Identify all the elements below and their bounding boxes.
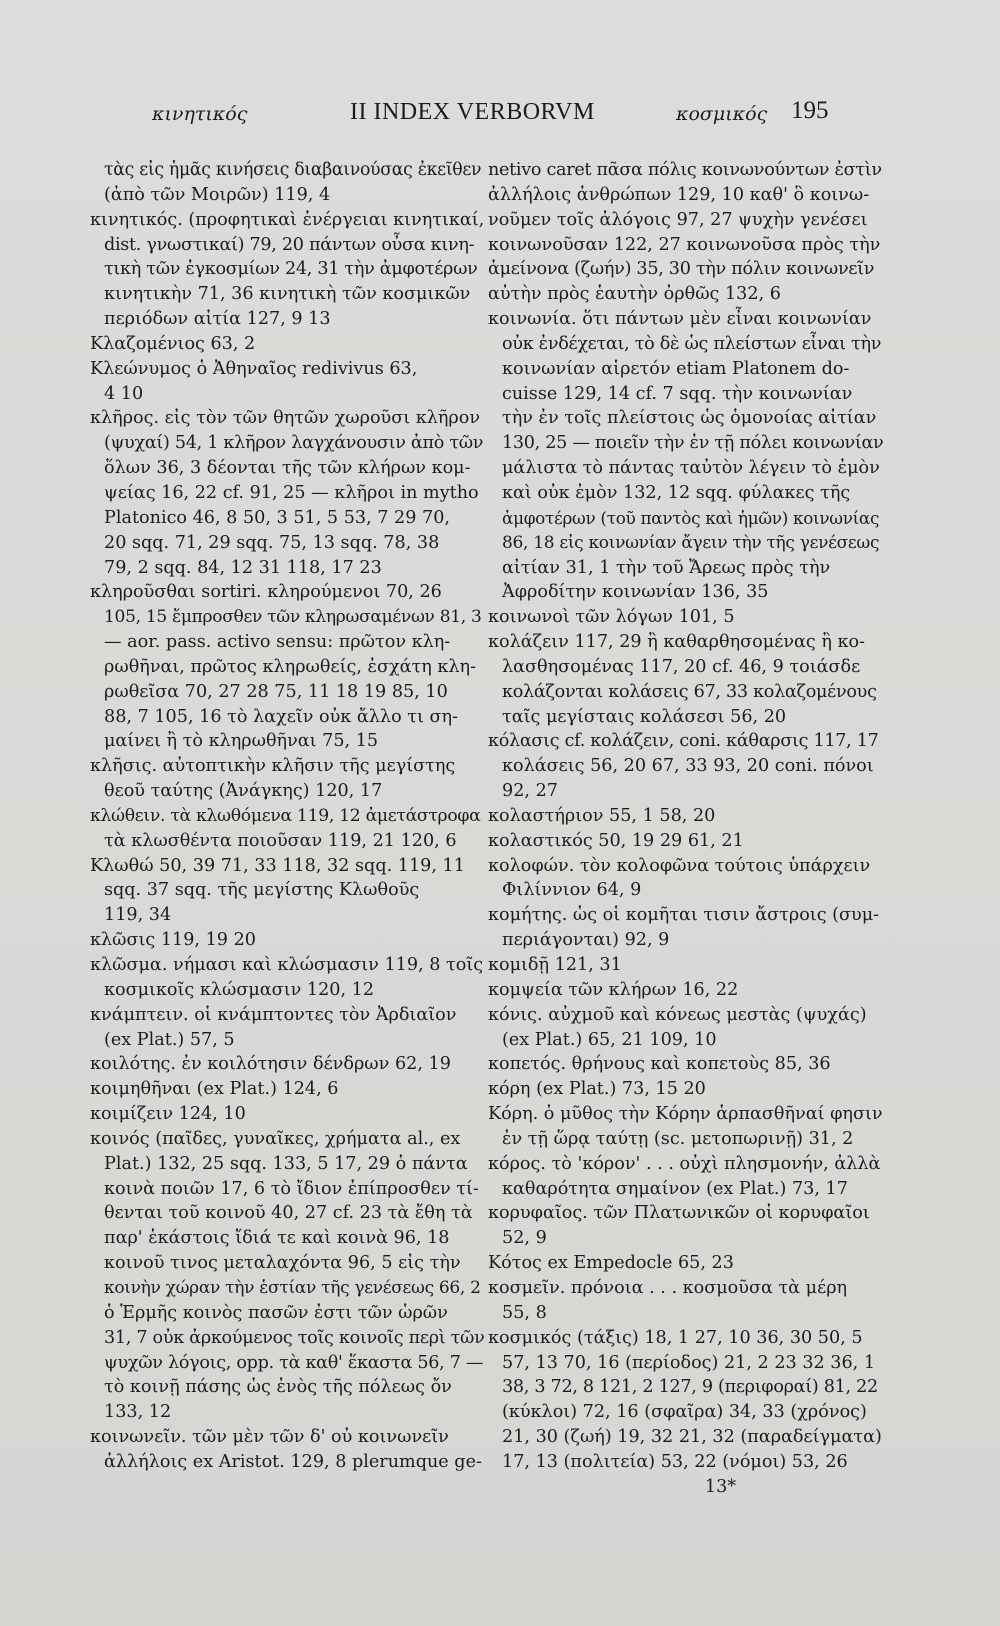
left-column-line: κλῶσις 119, 19 20 bbox=[90, 930, 256, 951]
right-column-line: κοσμεῖν. πρόνοια . . . κοσμοῦσα τὰ μέρη bbox=[488, 1277, 848, 1298]
right-column-line: ἀλλήλοις ἀνθρώπων 129, 10 καθ' ὃ κοινω- bbox=[488, 184, 870, 205]
right-column-line: 130, 25 — ποιεῖν τὴν ἐν τῇ πόλει κοινωνίαν bbox=[502, 433, 884, 454]
left-column-line: θενται τοῦ κοινοῦ 40, 27 cf. 23 τὰ ἔθη τὰ bbox=[104, 1203, 473, 1224]
left-column-line: ψυχῶν λόγοις, opp. τὰ καθ' ἕκαστα 56, 7 — bbox=[104, 1352, 484, 1373]
right-column-line: κόρη (ex Plat.) 73, 15 20 bbox=[488, 1079, 706, 1100]
left-column-line: κινητικός. (προφητικαὶ ἐνέργειαι κινητικαί, bbox=[90, 209, 485, 230]
left-column-line: τικὴ τῶν ἐγκοσμίων 24, 31 τὴν ἀμφοτέρων bbox=[104, 259, 478, 280]
right-column-line: κομήτης. ὡς οἱ κομῆται τισιν ἄστροις (συμ- bbox=[488, 905, 880, 926]
right-column-line: 21, 30 (ζωή) 19, 32 21, 32 (παραδείγματα) bbox=[502, 1427, 882, 1448]
left-column-line: μαίνει ἢ τὸ κληρωθῆναι 75, 15 bbox=[104, 731, 379, 752]
right-column bbox=[488, 158, 883, 1500]
right-column-line: κόλασις cf. κολάζειν, coni. κάθαρσις 117, 17 bbox=[488, 731, 879, 752]
right-column-line: κοσμικός (τάξις) 18, 1 27, 10 36, 30 50, 5 bbox=[488, 1327, 863, 1348]
left-column-line: κλῶσμα. νήμασι καὶ κλώσμασιν 119, 8 τοῖς bbox=[90, 955, 484, 975]
left-column-line: sqq. 37 sqq. τῆς μεγίστης Κλωθοῦς bbox=[104, 880, 420, 901]
left-column-line: (ψυχαί) 54, 1 κλῆρον λαγχάνουσιν ἀπὸ τῶν bbox=[104, 433, 484, 454]
left-column-line: τὰς εἰς ἡμᾶς κινήσεις διαβαινούσας ἐκεῖθεν bbox=[104, 160, 482, 180]
right-column-line: ἐν τῇ ὥρᾳ ταύτῃ (sc. μετοπωρινῇ) 31, 2 bbox=[502, 1128, 854, 1149]
left-column-line: ὅλων 36, 3 δέονται τῆς τῶν κλήρων κομ- bbox=[104, 458, 471, 479]
left-column-line: τὸ κοινῇ πάσης ὡς ἑνὸς τῆς πόλεως ὄν bbox=[104, 1377, 452, 1398]
running-title: II INDEX VERBORVM bbox=[350, 99, 595, 125]
left-column-line: 31, 7 οὐκ ἀρκούμενος τοῖς κοινοῖς περὶ τῶν bbox=[104, 1327, 485, 1348]
right-column-line: κολάζειν 117, 29 ἢ καθαρθησομένας ἢ κο- bbox=[488, 632, 866, 653]
left-column-line: περιόδων αἰτία 127, 9 13 bbox=[104, 309, 331, 330]
right-column-line: κομψεία τῶν κλήρων 16, 22 bbox=[488, 979, 739, 1000]
right-column-line: 13* bbox=[704, 1476, 737, 1497]
left-column-line: 4 10 bbox=[104, 383, 144, 404]
right-column-line: Φιλίννιον 64, 9 bbox=[502, 880, 642, 901]
left-column bbox=[90, 158, 485, 1475]
right-column-line: κολοφών. τὸν κολοφῶνα τούτοις ὑπάρχειν bbox=[488, 855, 871, 876]
left-column-line: κλῆσις. αὐτοπτικὴν κλῆσιν τῆς μεγίστης bbox=[90, 756, 456, 777]
page-header bbox=[0, 95, 1000, 135]
right-column-line: 57, 13 70, 16 (περίοδος) 21, 2 23 32 36, 1 bbox=[502, 1352, 876, 1373]
left-column-line: κλώθειν. τὰ κλωθόμενα 119, 12 ἀμετάστροφα bbox=[90, 805, 481, 826]
left-column-line: 133, 12 bbox=[104, 1402, 172, 1423]
right-column-line: κομιδῇ 121, 31 bbox=[488, 955, 622, 975]
left-column-line: (ex Plat.) 57, 5 bbox=[104, 1029, 235, 1050]
left-column-line: Plat.) 132, 25 sqq. 133, 5 17, 29 ὁ πάντα bbox=[104, 1153, 468, 1174]
right-column-line: καὶ οὐκ ἐμὸν 132, 12 sqq. φύλακες τῆς bbox=[502, 482, 851, 503]
right-column-line: κολαστήριον 55, 1 58, 20 bbox=[488, 805, 716, 826]
right-column-line: κόρος. τὸ 'κόρον' . . . οὐχὶ πλησμονήν, ἀλλὰ bbox=[488, 1153, 881, 1174]
left-column-line: 119, 34 bbox=[104, 905, 172, 926]
right-column-line: κοινωνία. ὅτι πάντων μὲν εἶναι κοινωνίαν bbox=[488, 309, 872, 330]
right-column-line: κοπετός. θρήνους καὶ κοπετοὺς 85, 36 bbox=[488, 1054, 831, 1075]
left-column-line: κοιλότης. ἐν κοιλότησιν δένδρων 62, 19 bbox=[90, 1054, 451, 1075]
right-column-line: 38, 3 72, 8 121, 2 127, 9 (περιφοραί) 81, 22 bbox=[502, 1377, 878, 1398]
right-column-line: λασθησομένας 117, 20 cf. 46, 9 τοιάσδε bbox=[502, 656, 861, 677]
right-column-line: καθαρότητα σημαίνον (ex Plat.) 73, 17 bbox=[502, 1178, 848, 1199]
left-column-line: ἀλλήλοις ex Aristot. 129, 8 plerumque ge- bbox=[104, 1451, 482, 1472]
left-column-line: ψείας 16, 22 cf. 91, 25 — κλῆροι in mytho bbox=[104, 482, 479, 503]
left-column-line: 88, 7 105, 16 τὸ λαχεῖν οὐκ ἄλλο τι ση- bbox=[104, 706, 458, 727]
right-column-line: κοινωνίαν αἱρετόν etiam Platonem do- bbox=[502, 358, 850, 379]
left-column-line: κοινός (παῖδες, γυναῖκες, χρήματα al., ex bbox=[90, 1128, 461, 1149]
left-column-line: κοινὰ ποιῶν 17, 6 τὸ ἴδιον ἐπίπροσθεν τί- bbox=[104, 1178, 479, 1199]
right-column-line: κόνις. αὐχμοῦ καὶ κόνεως μεστὰς (ψυχάς) bbox=[488, 1004, 867, 1025]
left-column-line: κινητικὴν 71, 36 κινητικὴ τῶν κοσμικῶν bbox=[104, 284, 471, 305]
right-column-line: ἀμφοτέρων (τοῦ παντὸς καὶ ἡμῶν) κοινωνίας bbox=[502, 507, 880, 528]
left-column-line: θεοῦ ταύτης (Ἀνάγκης) 120, 17 bbox=[104, 781, 383, 802]
left-column-line: Platonico 46, 8 50, 3 51, 5 53, 7 29 70, bbox=[104, 507, 451, 528]
left-column-line: Κλαζομένιος 63, 2 bbox=[90, 333, 256, 354]
left-column-line: ὁ Ἑρμῆς κοινὸς πασῶν ἐστι τῶν ὡρῶν bbox=[104, 1302, 448, 1323]
right-column-line: 86, 18 εἰς κοινωνίαν ἄγειν τὴν τῆς γενέσεως bbox=[502, 532, 880, 553]
right-column-line: μάλιστα τὸ πάντας ταὐτὸν λέγειν τὸ ἐμὸν bbox=[502, 458, 880, 479]
left-column-line: κληροῦσθαι sortiri. κληρούμενοι 70, 26 bbox=[90, 582, 442, 603]
left-column-line: κνάμπτειν. οἱ κνάμπτοντες τὸν Ἀρδιαῖον bbox=[90, 1004, 457, 1025]
running-head-right: κοσμικός bbox=[676, 103, 768, 125]
right-column-line: κολάσεις 56, 20 67, 33 93, 20 coni. πόνοι bbox=[502, 756, 874, 777]
right-column-line: κολαστικός 50, 19 29 61, 21 bbox=[488, 830, 744, 851]
left-column-line: κοινὴν χώραν τὴν ἑστίαν τῆς γενέσεως 66, 2 bbox=[104, 1277, 481, 1298]
left-column-line: τὰ κλωσθέντα ποιοῦσαν 119, 21 120, 6 bbox=[104, 830, 457, 851]
page-number: 195 bbox=[791, 97, 829, 124]
left-column-line: κοινωνεῖν. τῶν μὲν τῶν δ' οὐ κοινωνεῖν bbox=[90, 1427, 449, 1448]
right-column-line: αἰτίαν 31, 1 τὴν τοῦ Ἄρεως πρὸς τὴν bbox=[502, 557, 831, 578]
left-column-line: 20 sqq. 71, 29 sqq. 75, 13 sqq. 78, 38 bbox=[104, 532, 440, 553]
left-column-line: κλῆρος. εἰς τὸν τῶν θητῶν χωροῦσι κλῆρον bbox=[90, 408, 481, 429]
right-column-line: αὐτὴν πρὸς ἑαυτὴν ὀρθῶς 132, 6 bbox=[488, 284, 781, 305]
right-column-line: ἀμείνονα (ζωήν) 35, 30 τὴν πόλιν κοινωνεῖν bbox=[488, 259, 875, 280]
right-column-line: κολάζονται κολάσεις 67, 33 κολαζομένους bbox=[502, 681, 877, 702]
right-column-line: οὐκ ἐνδέχεται, τὸ δὲ ὡς πλείστων εἶναι τὴν bbox=[502, 333, 882, 354]
right-column-line: (ex Plat.) 65, 21 109, 10 bbox=[502, 1029, 717, 1050]
right-column-line: Ἀφροδίτην κοινωνίαν 136, 35 bbox=[502, 582, 769, 603]
right-column-line: 55, 8 bbox=[502, 1302, 547, 1323]
left-column-line: Κλεώνυμος ὁ Ἀθηναῖος redivivus 63, bbox=[90, 358, 418, 379]
right-column-line: 52, 9 bbox=[502, 1228, 547, 1249]
right-column-line: ταῖς μεγίσταις κολάσεσι 56, 20 bbox=[502, 706, 787, 727]
right-column-line: κοινωνοῦσαν 122, 27 κοινωνοῦσα πρὸς τὴν bbox=[488, 234, 881, 255]
left-column-line: ρωθῆναι, πρῶτος κληρωθείς, ἐσχάτη κλη- bbox=[104, 656, 477, 677]
right-column-line: netivo caret πᾶσα πόλις κοινωνούντων ἐστὶν bbox=[488, 160, 882, 180]
left-column-line: 79, 2 sqq. 84, 12 31 118, 17 23 bbox=[104, 557, 382, 578]
left-column-line: dist. γνωστικαί) 79, 20 πάντων οὖσα κινη- bbox=[104, 234, 475, 255]
right-column-line: κορυφαῖος. τῶν Πλατωνικῶν οἱ κορυφαῖοι bbox=[488, 1203, 870, 1224]
right-column-line: Κόρη. ὁ μῦθος τὴν Κόρην ἁρπασθῆναί φησιν bbox=[488, 1104, 883, 1125]
right-column-line: 17, 13 (πολιτεία) 53, 22 (νόμοι) 53, 26 bbox=[502, 1451, 848, 1472]
left-column-line: παρ' ἑκάστοις ἴδιά τε καὶ κοινὰ 96, 18 bbox=[104, 1228, 450, 1249]
right-column-line: κοινωνοὶ τῶν λόγων 101, 5 bbox=[488, 607, 735, 628]
left-column-line: 105, 15 ἔμπροσθεν τῶν κληρωσαμένων 81, 3 bbox=[104, 607, 482, 628]
right-column-line: (κύκλοι) 72, 16 (σφαῖρα) 34, 33 (χρόνος) bbox=[502, 1402, 867, 1423]
right-column-line: 92, 27 bbox=[502, 781, 558, 802]
right-column-line: Κότος ex Empedocle 65, 23 bbox=[488, 1253, 734, 1274]
left-column-line: κοιμηθῆναι (ex Plat.) 124, 6 bbox=[90, 1079, 339, 1100]
left-column-line: ρωθεῖσα 70, 27 28 75, 11 18 19 85, 10 bbox=[104, 681, 448, 702]
right-column-line: τὴν ἐν τοῖς πλείστοις ὡς ὁμονοίας αἰτίαν bbox=[502, 408, 877, 429]
left-column-line: Κλωθώ 50, 39 71, 33 118, 32 sqq. 119, 11 bbox=[90, 855, 465, 876]
running-head-left: κινητικός bbox=[152, 103, 248, 125]
left-column-line: κοιμίζειν 124, 10 bbox=[90, 1104, 246, 1125]
left-column-line: κοινοῦ τινος μεταλαχόντα 96, 5 εἰς τὴν bbox=[104, 1253, 461, 1274]
left-column-line: — aor. pass. activo sensu: πρῶτον κλη- bbox=[104, 632, 451, 653]
right-column-line: περιάγονται) 92, 9 bbox=[502, 930, 670, 951]
right-column-line: νοῦμεν τοῖς ἀλόγοις 97, 27 ψυχὴν γενέσει bbox=[488, 209, 868, 230]
right-column-line: cuisse 129, 14 cf. 7 sqq. τὴν κοινωνίαν bbox=[502, 383, 853, 404]
left-column-line: κοσμικοῖς κλώσμασιν 120, 12 bbox=[104, 979, 375, 1000]
left-column-line: (ἀπὸ τῶν Μοιρῶν) 119, 4 bbox=[104, 184, 331, 205]
